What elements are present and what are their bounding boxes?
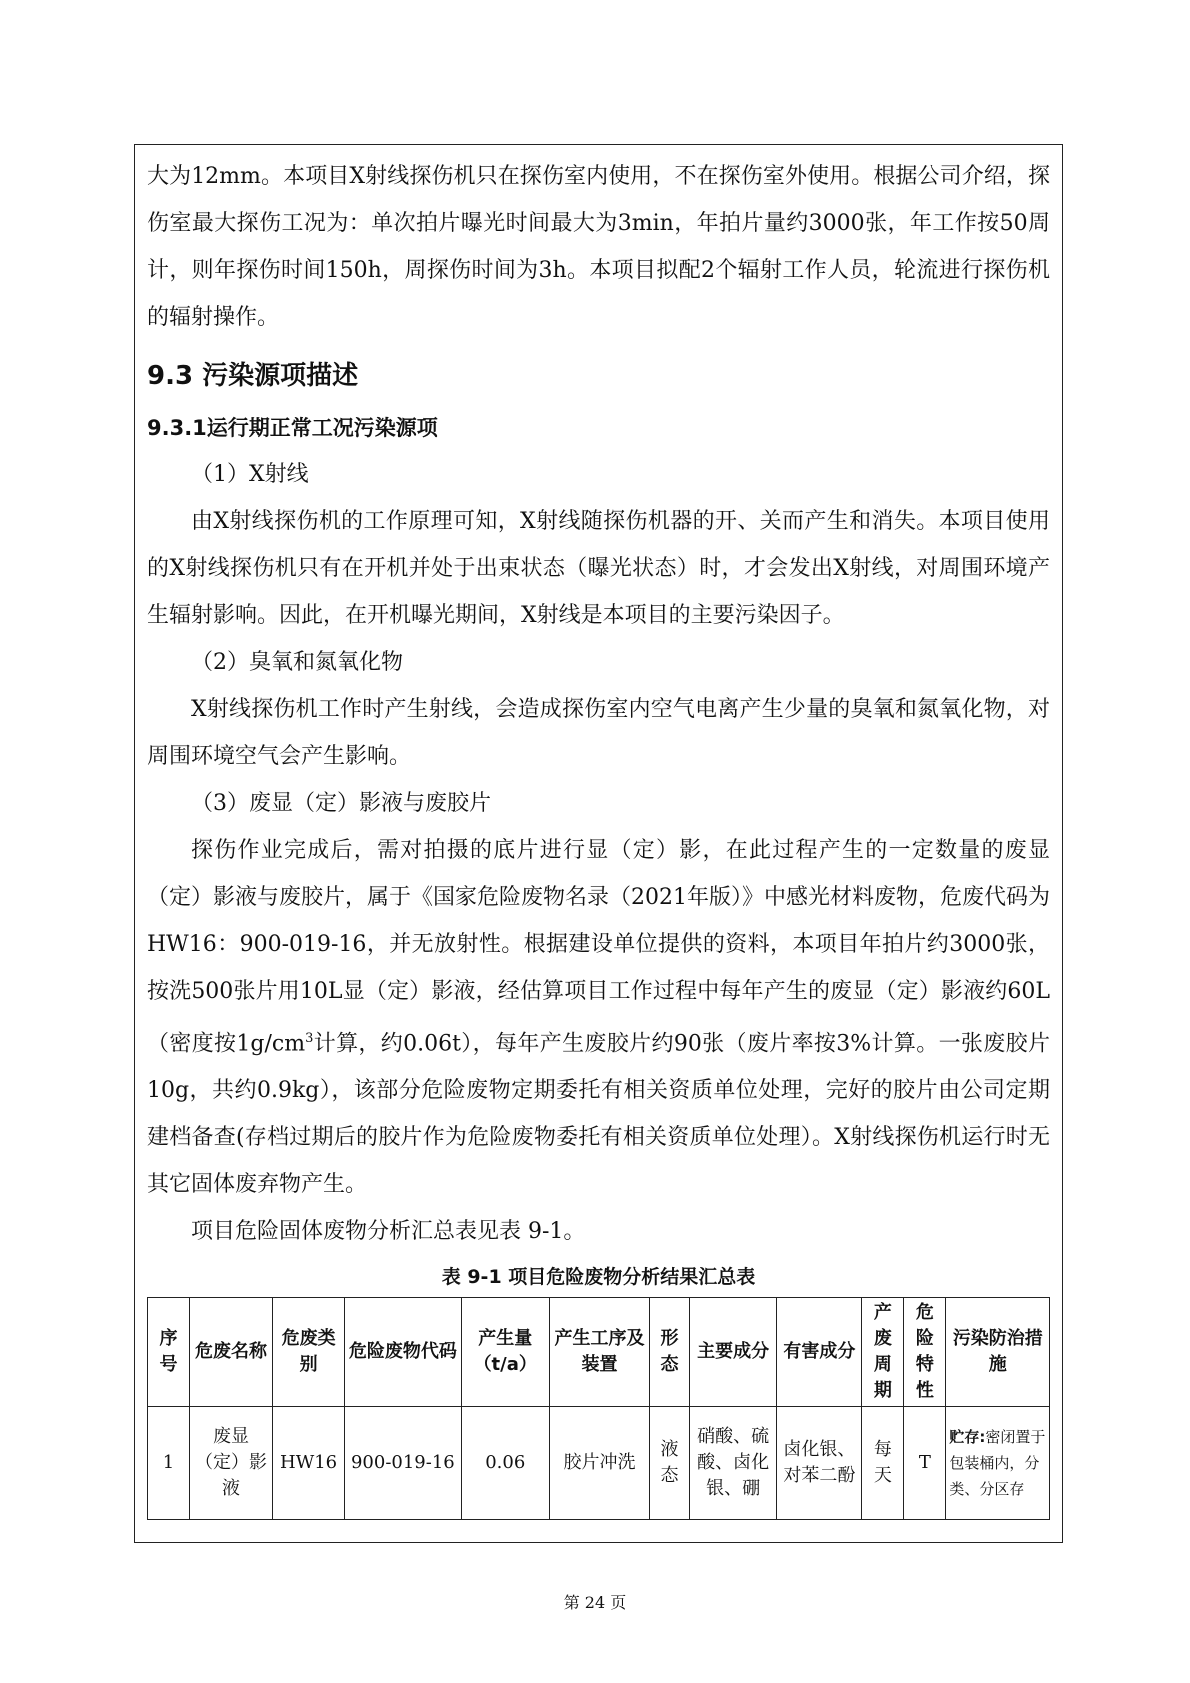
header-form: 形态 (650, 1298, 690, 1407)
paragraph-xray: 由X射线探伤机的工作原理可知，X射线随探伤机器的开、关而产生和消失。本项目使用的X射线探伤机只有在开机并处于出束状态（曝光状态）时，才会发出X射线，对周围环境产生辐射影响。因此，在开机曝光期间，X射线是本项目的主要污染因子。 (147, 509, 1050, 628)
header-measure: 污染防治措施 (946, 1298, 1050, 1407)
item-heading-waste: （3）废显（定）影液与废胶片 (191, 791, 491, 816)
cell-no: 1 (148, 1407, 190, 1520)
paragraph-waste (147, 827, 1050, 1208)
cell-code: 900-019-16 (345, 1407, 461, 1520)
table-caption: 表 9-1 项目危险废物分析结果汇总表 (441, 1266, 756, 1289)
cell-name: 废显（定）影液 (190, 1407, 273, 1520)
header-category: 危废类别 (272, 1298, 344, 1407)
paragraph-table-ref: 项目危险固体废物分析汇总表见表 9-1。 (191, 1219, 586, 1245)
cell-process: 胶片冲洗 (549, 1407, 649, 1520)
cell-category: HW16 (272, 1407, 344, 1520)
content-frame (134, 144, 1063, 1543)
cell-hazard: T (904, 1407, 946, 1520)
cell-form: 液态 (650, 1407, 690, 1520)
paragraph-ozone: X射线探伤机工作时产生射线，会造成探伤室内空气电离产生少量的臭氧和氮氧化物，对周围环境空气会产生影响。 (147, 697, 1050, 769)
header-process: 产生工序及装置 (549, 1298, 649, 1407)
content-body (147, 153, 1050, 1520)
item-heading-ozone: （2）臭氧和氮氧化物 (191, 650, 403, 675)
header-amount: 产生量（t/a） (461, 1298, 549, 1407)
header-name: 危废名称 (190, 1298, 273, 1407)
table-header-row (148, 1298, 1050, 1407)
page-number: 第 24 页 (563, 1593, 627, 1612)
paragraph-waste-part2: 计算，约0.06t），每年产生废胶片约90张（废片率按3%计算。一张废胶片10g，共约0.9kg），该部分危险废物定期委托有相关资质单位处理，完好的胶片由公司定期建档备查(存档过期后的胶片作为危险废物委托有相关资质单位处理）。X射线探伤机运行时无其它固体废弃物产生。 (147, 1031, 1050, 1198)
superscript-3: 3 (305, 1031, 314, 1046)
header-hazard: 危险特性 (904, 1298, 946, 1407)
paragraph-intro: 大为12mm。本项目X射线探伤机只在探伤室内使用，不在探伤室外使用。根据公司介绍，探伤室最大探伤工况为：单次拍片曝光时间最大为3min，年拍片量约3000张，年工作按50周计，则年探伤时间150h，周探伤时间为3h。本项目拟配2个辐射工作人员，轮流进行探伤机的辐射操作。 (147, 164, 1050, 330)
section-heading-9-3: 9.3 污染源项描述 (147, 361, 359, 391)
header-harmful: 有害成分 (777, 1298, 862, 1407)
item-heading-xray: （1）X射线 (191, 462, 309, 487)
paragraph-waste-part1: 探伤作业完成后，需对拍摄的底片进行显（定）影，在此过程产生的一定数量的废显（定）影液与废胶片，属于《国家危险废物名录（2021年版）》中感光材料废物，危废代码为HW16：900-019-16，并无放射性。根据建设单位提供的资料，本项目年拍片约3000张，按洗500张片用10L显（定）影液，经估算项目工作过程中每年产生的废显（定）影液约60L（密度按1g/cm (147, 838, 1050, 1057)
header-code: 危险废物代码 (345, 1298, 461, 1407)
cell-main: 硝酸、硫酸、卤化银、硼 (689, 1407, 776, 1520)
header-main: 主要成分 (689, 1298, 776, 1407)
cell-amount: 0.06 (461, 1407, 549, 1520)
cell-measure (946, 1407, 1050, 1520)
header-cycle: 产废周期 (862, 1298, 904, 1407)
subsection-heading-9-3-1: 9.3.1运行期正常工况污染源项 (147, 416, 438, 440)
table-row (148, 1407, 1050, 1520)
cell-harmful: 卤化银、对苯二酚 (777, 1407, 862, 1520)
header-no: 序号 (148, 1298, 190, 1407)
cell-cycle: 每天 (862, 1407, 904, 1520)
measure-text: 密闭置于包装桶内，分类、分区存 (949, 1428, 1046, 1499)
hazardous-waste-table (147, 1297, 1050, 1520)
measure-label: 贮存: (949, 1428, 986, 1447)
